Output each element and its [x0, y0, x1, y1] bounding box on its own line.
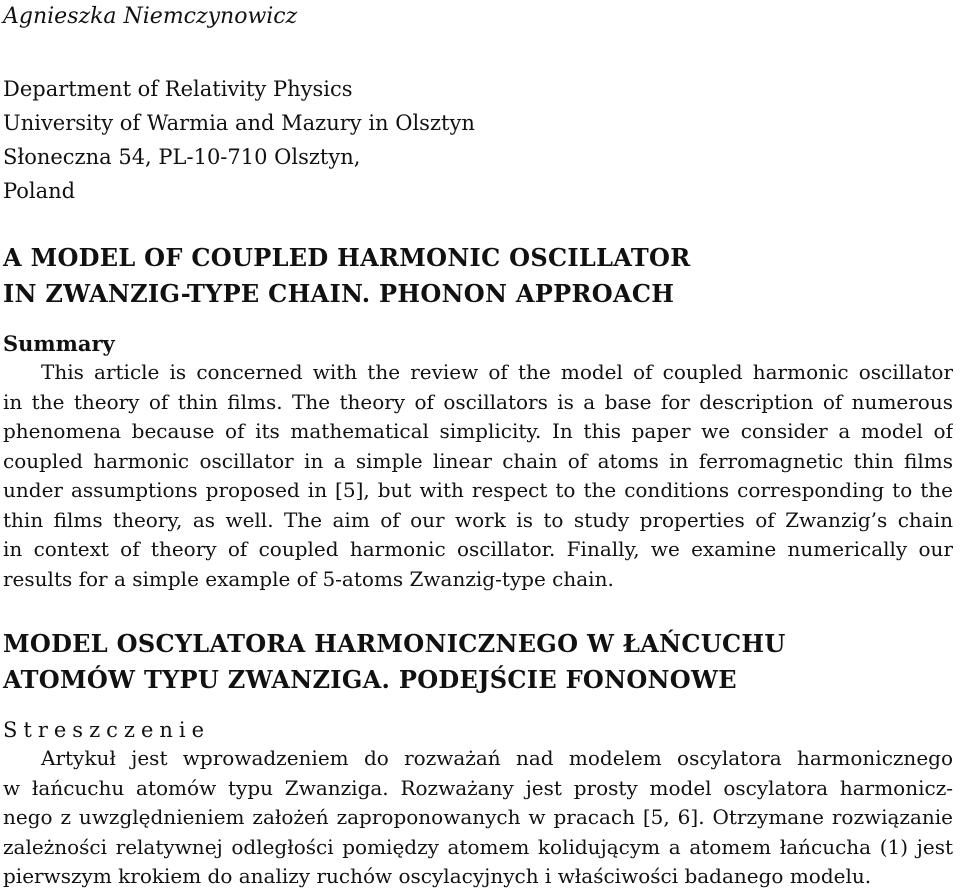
- abstract-line: pierwszym krokiem do analizy ruchów oscylacyjnych i właściwości badanego modelu.: [3, 864, 872, 888]
- affiliation-line: Poland: [3, 179, 76, 203]
- abstract-line: Artykuł jest wprowadzeniem do rozważań nad modelem oscylatora harmonicznego: [41, 746, 953, 770]
- abstract-line: coupled harmonic oscillator in a simple linear chain of atoms in ferromagnetic thin films: [3, 448, 953, 473]
- abstract-line: thin films theory, as well. The aim of our work is to study properties of Zwanzig’s chain: [3, 507, 953, 532]
- summary-heading: Summary: [3, 331, 115, 356]
- abstract-line: nego z uwzględnieniem założeń zaproponowanych w pracach [5, 6]. Otrzymane rozwiązanie: [3, 805, 953, 829]
- abstract-line: in context of theory of coupled harmonic oscillator. Finally, we examine numerically our: [3, 537, 953, 561]
- abstract-line: under assumptions proposed in [5], but with respect to the conditions corresponding to the: [3, 478, 953, 502]
- affiliation-line: Department of Relativity Physics: [3, 77, 353, 101]
- author-name: Agnieszka Niemczynowicz: [3, 4, 298, 29]
- english-title: [3, 240, 953, 312]
- affiliation-line: Słoneczna 54, PL-10-710 Olsztyn,: [3, 145, 361, 169]
- abstract-line: phenomena because of its mathematical simplicity. In this paper we consider a model of: [3, 419, 953, 443]
- affiliation-block: [3, 72, 475, 208]
- title-line: MODEL OSCYLATORA HARMONICZNEGO W ŁAŃCUCHU: [3, 629, 786, 658]
- polish-title: [3, 626, 953, 698]
- streszczenie-heading: Streszczenie: [3, 718, 211, 742]
- english-abstract: [3, 358, 953, 594]
- abstract-line: results for a simple example of 5-atoms Zwanzig-type chain.: [3, 566, 614, 591]
- abstract-line: zależności relatywnej odległości pomiędzy atomem kolidującym a atomem łańcucha (1) jest: [3, 834, 953, 859]
- polish-abstract: [3, 744, 953, 892]
- abstract-line: in the theory of thin films. The theory of oscillators is a base for description of numerous: [3, 389, 953, 414]
- abstract-line: w łańcuchu atomów typu Zwanziga. Rozważany jest prosty model oscylatora harmonicz-: [3, 775, 953, 800]
- title-line: ATOMÓW TYPU ZWANZIGA. PODEJŚCIE FONONOWE: [3, 665, 737, 694]
- abstract-line: This article is concerned with the review of the model of coupled harmonic oscillator: [41, 360, 953, 384]
- title-line: IN ZWANZIG-TYPE CHAIN. PHONON APPROACH: [3, 279, 675, 308]
- affiliation-line: University of Warmia and Mazury in Olsztyn: [3, 111, 475, 135]
- title-line: A MODEL OF COUPLED HARMONIC OSCILLATOR: [3, 243, 691, 272]
